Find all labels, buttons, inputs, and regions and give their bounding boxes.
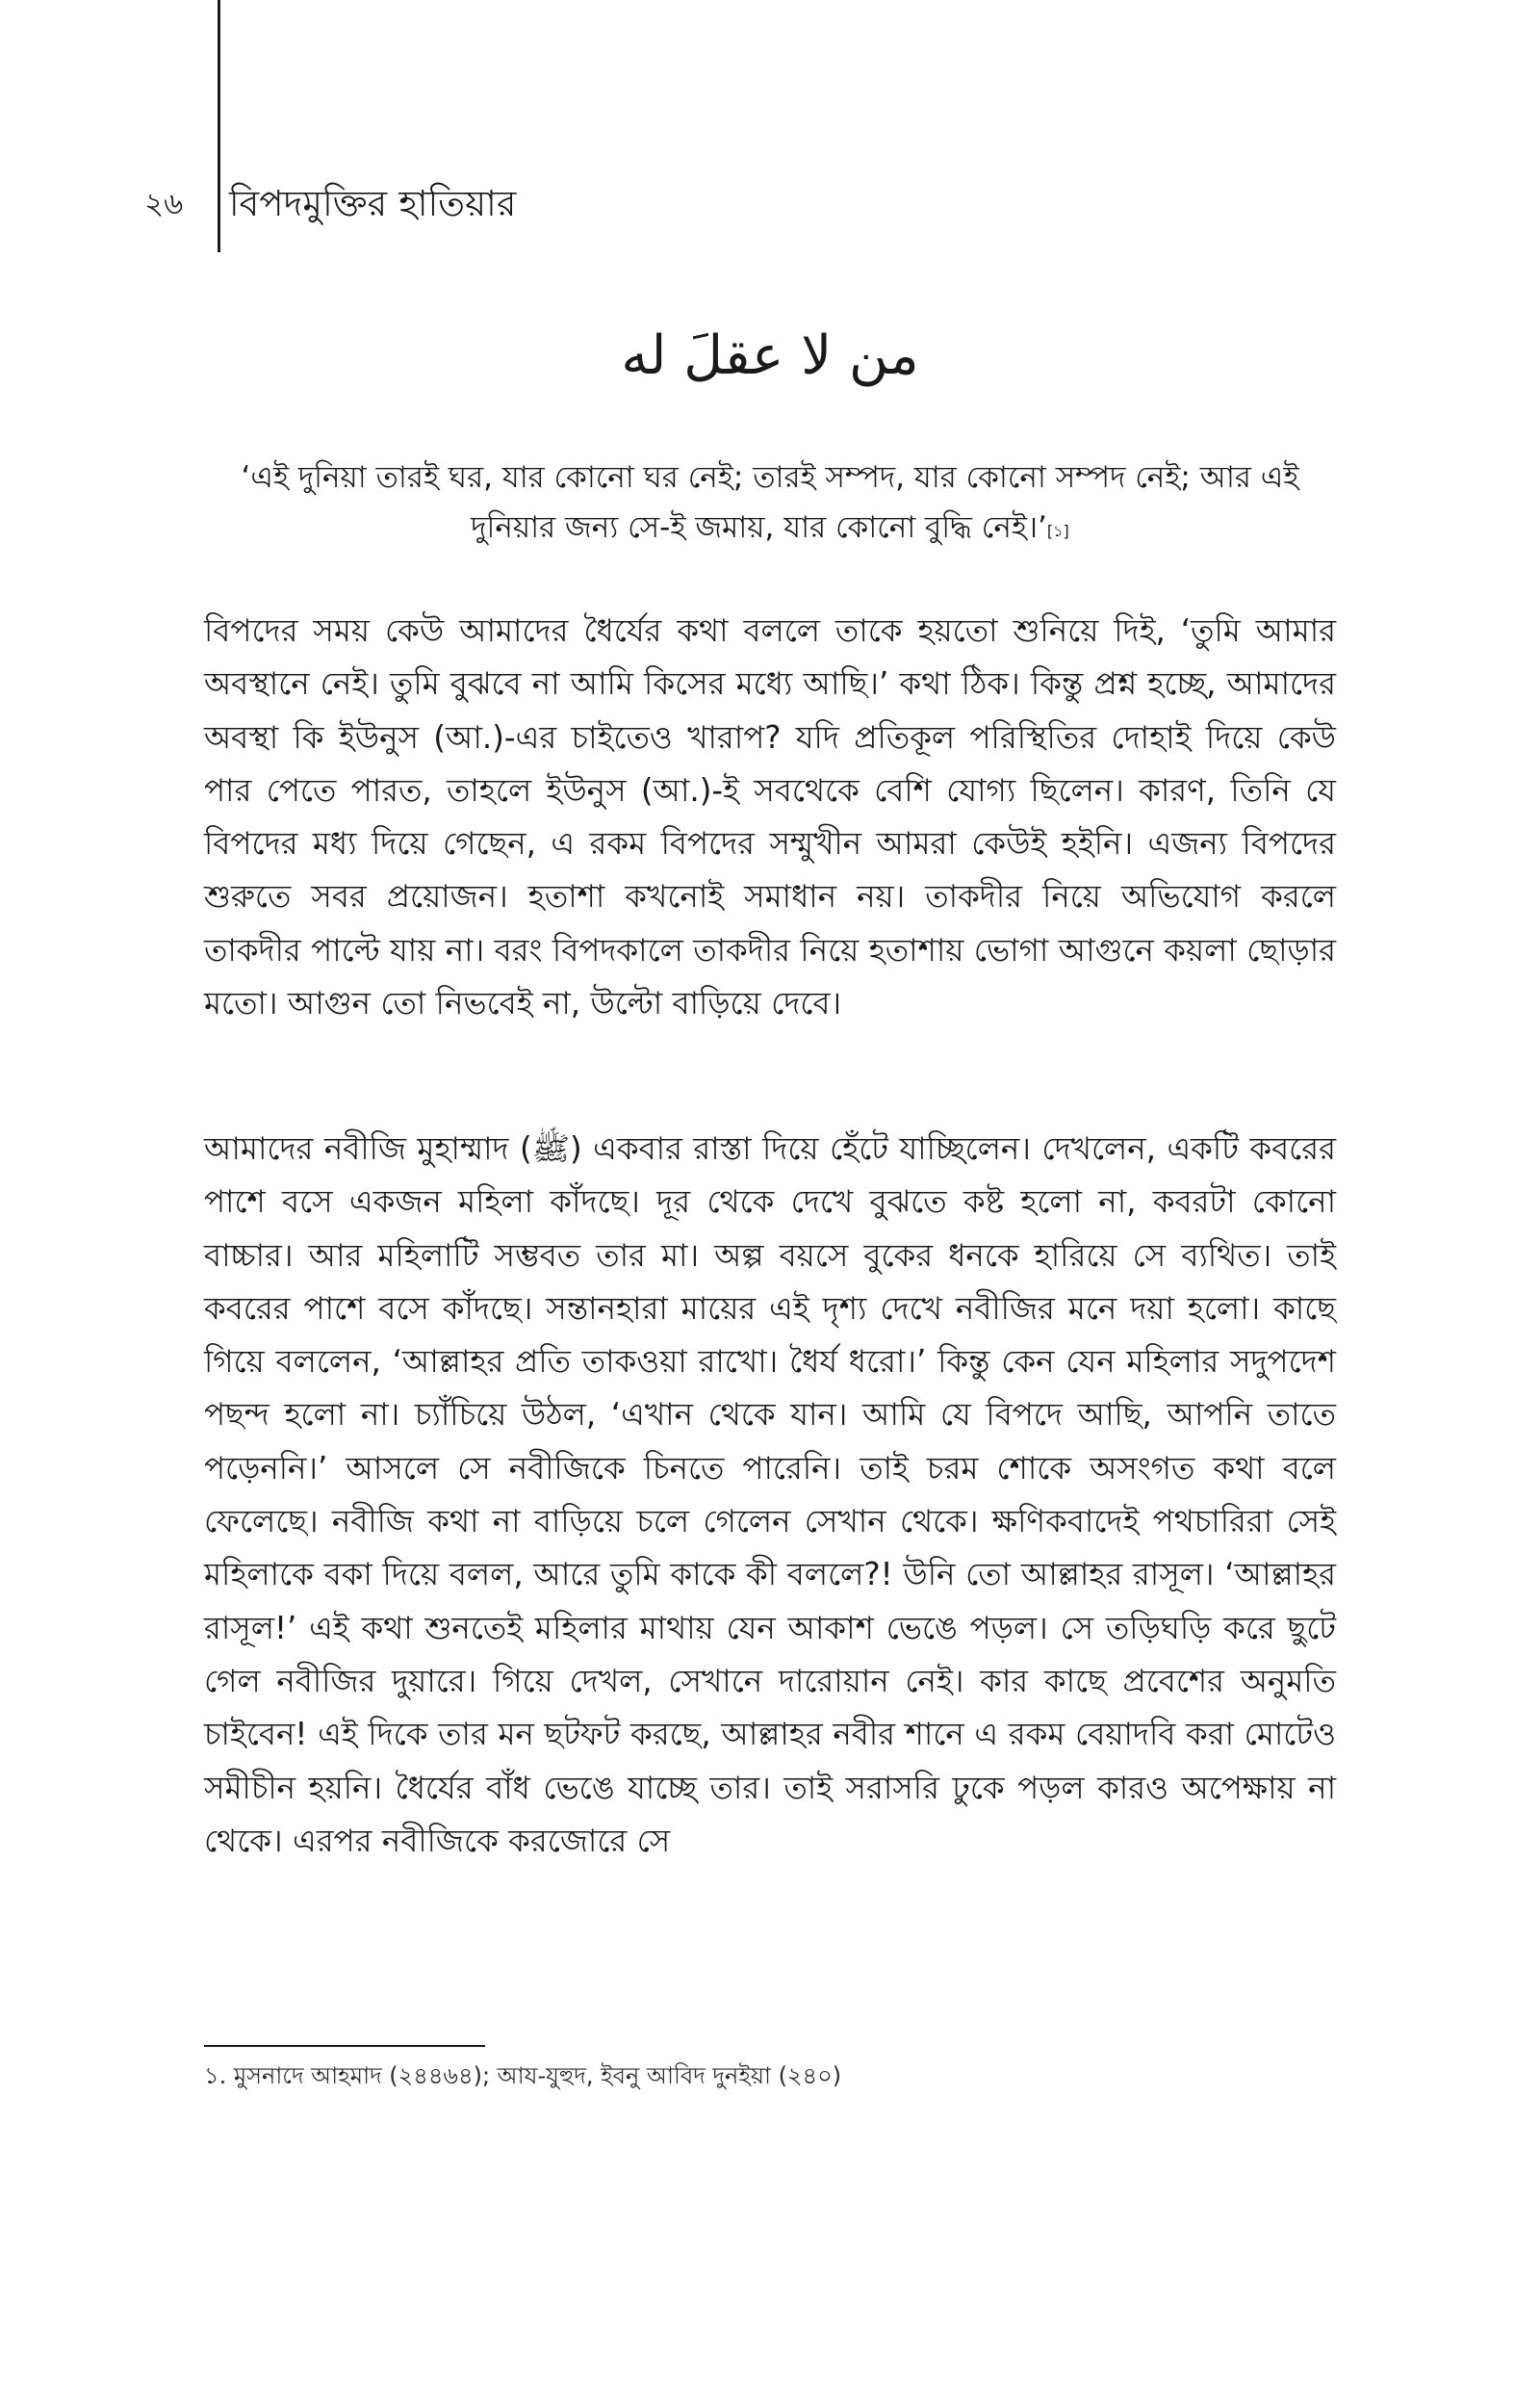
footnote: ১. মুসনাদে আহমাদ (২৪৪৬৪); আয-যুহুদ, ইবনু আবিদ দুনইয়া (২৪০): [204, 2062, 842, 2089]
page-number: ২৬: [144, 187, 184, 221]
paragraph-1: বিপদের সময় কেউ আমাদের ধৈর্যের কথা বললে তাকে হয়তো শুনিয়ে দিই, ‘তুমি আমার অবস্থানে নেই। তুমি বুঝবে না আমি কিসের মধ্যে আছি।’ কথা ঠিক। কিন্তু প্রশ্ন হচ্ছে, আমাদের অবস্থা কি ইউনুস (আ.)-এর চাইতেও খারাপ? যদি প্রতিকূল পরিস্থিতির দোহাই দিয়ে কেউ পার পেতে পারত, তাহলে ইউনুস (আ.)-ই সবথেকে বেশি যোগ্য ছিলেন। কারণ, তিনি যে বিপদের মধ্য দিয়ে গেছেন, এ রকম বিপদের সম্মুখীন আমরা কেউই হইনি। এজন্য বিপদের শুরুতে সবর প্রয়োজন। হতাশা কখনোই সমাধান নয়। তাকদীর নিয়ে অভিযোগ করলে তাকদীর পাল্টে যায় না। বরং বিপদকালে তাকদীর নিয়ে হতাশায় ভোগা আগুনে কয়লা ছোড়ার মতো। আগুন তো নিভবেই না, উল্টো বাড়িয়ে দেবে।: [204, 612, 1336, 1022]
quote-text: ‘এই দুনিয়া তারই ঘর, যার কোনো ঘর নেই; তারই সম্পদ, যার কোনো সম্পদ নেই; আর এই দুনিয়ার জন্য সে-ই জমায়, যার কোনো বুদ্ধি নেই।’: [241, 460, 1299, 545]
paragraph-2: আমাদের নবীজি মুহাম্মাদ (ﷺ) একবার রাস্তা দিয়ে হেঁটে যাচ্ছিলেন। দেখলেন, একটি কবরের পাশে বসে একজন মহিলা কাঁদছে। দূর থেকে দেখে বুঝতে কষ্ট হলো না, কবরটা কোনো বাচ্চার। আর মহিলাটি সম্ভবত তার মা। অল্প বয়সে বুকের ধনকে হারিয়ে সে ব্যথিত। তাই কবরের পাশে বসে কাঁদছে। সন্তানহারা মায়ের এই দৃশ্য দেখে নবীজির মনে দয়া হলো। কাছে গিয়ে বললেন, ‘আল্লাহর প্রতি তাকওয়া রাখো। ধৈর্য ধরো।’ কিন্তু কেন যেন মহিলার সদুপদেশ পছন্দ হলো না। চ্যাঁচিয়ে উঠল, ‘এখান থেকে যান। আমি যে বিপদে আছি, আপনি তাতে পড়েননি।’ আসলে সে নবীজিকে চিনতে পারেনি। তাই চরম শোকে অসংগত কথা বলে ফেলেছে। নবীজি কথা না বাড়িয়ে চলে গেলেন সেখান থেকে। ক্ষণিকবাদেই পথচারিরা সেই মহিলাকে বকা দিয়ে বলল, আরে তুমি কাকে কী বললে?! উনি তো আল্লাহর রাসূল। ‘আল্লাহর রাসূল!’ এই কথা শুনতেই মহিলার মাথায় যেন আকাশ ভেঙে পড়ল। সে তড়িঘড়ি করে ছুটে গেল নবীজির দুয়ারে। গিয়ে দেখল, সেখানে দারোয়ান নেই। কার কাছে প্রবেশের অনুমতি চাইবেন! এই দিকে তার মন ছটফট করছে, আল্লাহর নবীর শানে এ রকম বেয়াদবি করা মোটেও সমীচীন হয়নি। ধৈর্যের বাঁধ ভেঙে যাচ্ছে তার। তাই সরাসরি ঢুকে পড়ল কারও অপেক্ষায় না থেকে। এরপর নবীজিকে করজোরে সে: [204, 1130, 1336, 1859]
epigraph-quote: [202, 453, 1338, 553]
book-title: বিপদমুক্তির হাতিয়ার: [229, 183, 517, 224]
footnote-divider: [204, 2045, 485, 2047]
arabic-heading: من لا عقلَ له: [621, 324, 919, 387]
footnote-reference: [১]: [1046, 522, 1069, 540]
running-header: [144, 179, 517, 229]
